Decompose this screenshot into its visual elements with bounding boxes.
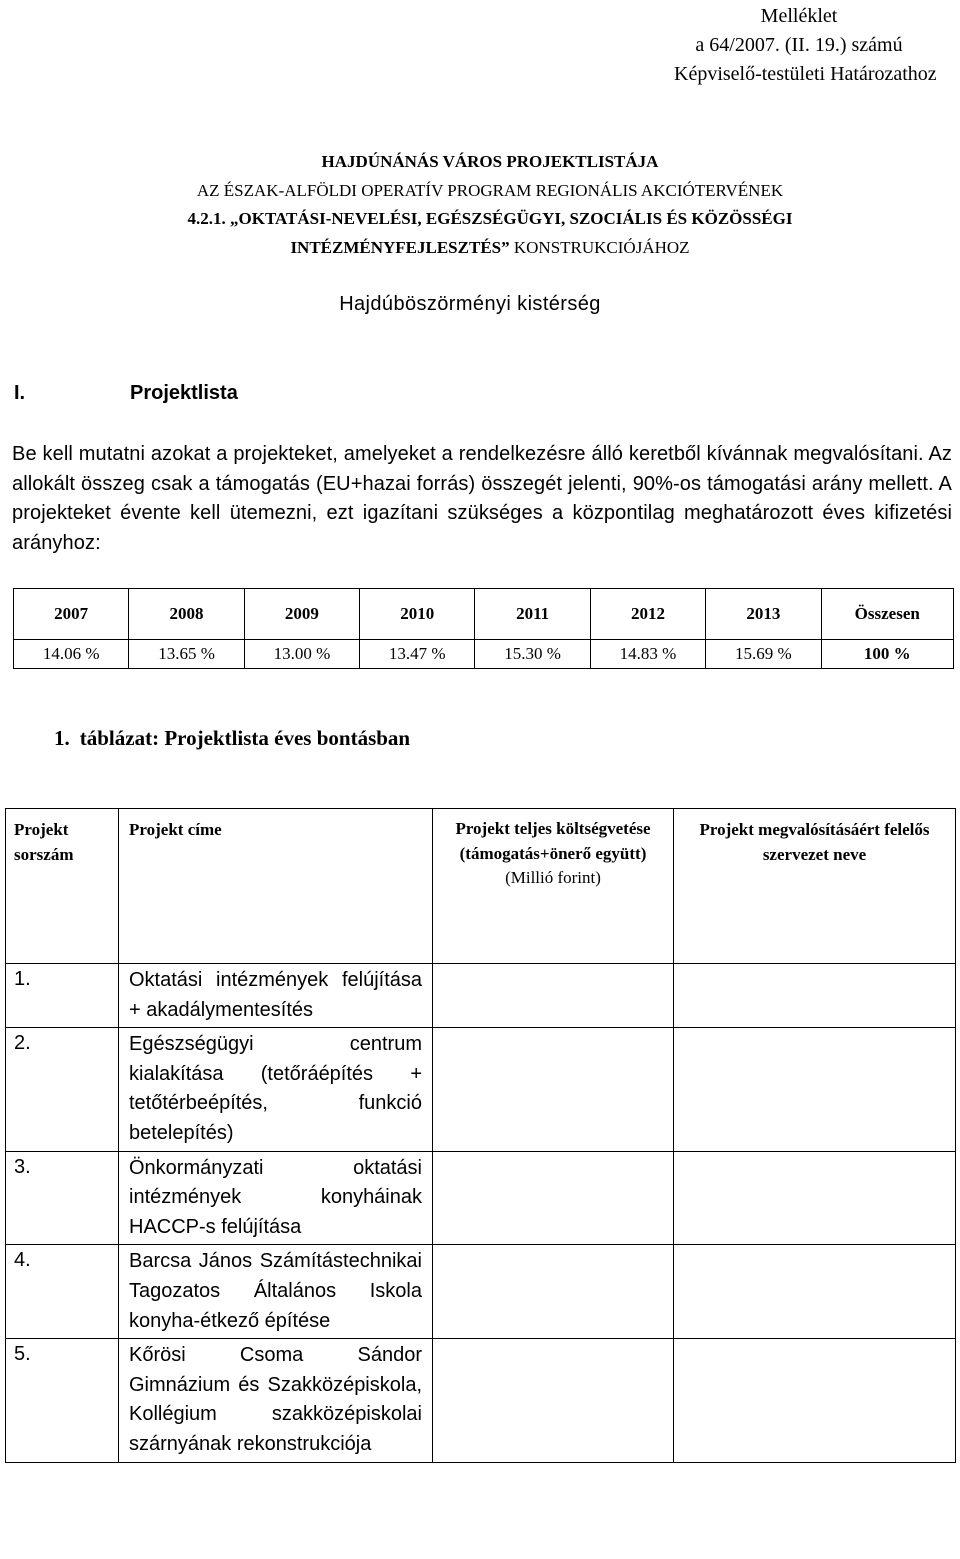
header-budget-label: Projekt teljes költségvetése (támogatás+önerő együtt) <box>455 819 651 863</box>
project-number: 2. <box>6 1028 119 1151</box>
project-budget <box>433 1339 674 1462</box>
project-number: 4. <box>6 1245 119 1339</box>
project-budget <box>433 1151 674 1245</box>
year-header: 2012 <box>590 589 705 640</box>
year-header: 2007 <box>14 589 129 640</box>
project-title: Egészségügyi centrum kialakítása (tetőráépítés + tetőtérbeépítés, funkció betelepítés) <box>119 1028 433 1151</box>
project-org <box>674 1028 956 1151</box>
year-rate: 14.83 % <box>590 640 705 669</box>
year-rate: 13.47 % <box>360 640 475 669</box>
table-caption <box>54 726 410 751</box>
header-project-title: Projekt címe <box>119 809 433 964</box>
annex-line-3: Képviselő-testületi Határozathoz <box>674 63 937 85</box>
project-budget <box>433 1028 674 1151</box>
table-row <box>6 1028 956 1151</box>
header-responsible-org: Projekt megvalósításáért felelős szervezet neve <box>674 809 956 964</box>
document-title <box>0 148 960 262</box>
annual-rate-table <box>13 588 954 669</box>
project-budget <box>433 1245 674 1339</box>
subregion-name: Hajdúböszörményi kistérség <box>339 293 601 315</box>
annex-line-1: Melléklet <box>760 5 838 27</box>
project-table-header <box>6 809 956 964</box>
annex-line-2: a 64/2007. (II. 19.) számú <box>695 34 903 56</box>
annual-rate-value-row <box>14 640 954 669</box>
annual-rate-header-row <box>14 589 954 640</box>
year-header: 2013 <box>706 589 821 640</box>
intro-paragraph: Be kell mutatni azokat a projekteket, amelyeket a rendelkezésre álló keretből kívánnak megvalósítani. Az allokált összeg csak a támogatás (EU+hazai forrás) összegét jelenti, 90%-os támogatási arány mellett. A projekteket évente kell ütemezni, ezt igazítani szükséges a központilag meghatározott éves kifizetési arányhoz: <box>12 443 952 554</box>
year-header: 2009 <box>244 589 359 640</box>
project-title: Barcsa János Számítástechnikai Tagozatos Általános Iskola konyha-étkező építése <box>119 1245 433 1339</box>
year-rate: 13.65 % <box>129 640 244 669</box>
project-table <box>5 808 956 1463</box>
section-heading <box>14 382 238 405</box>
table-row <box>6 1339 956 1462</box>
title-line-4-rest: KONSTRUKCIÓJÁHOZ <box>509 237 690 257</box>
header-project-number: Projekt sorszám <box>6 809 119 964</box>
caption-text: táblázat: Projektlista éves bontásban <box>79 726 411 750</box>
title-line-3: 4.2.1. „OKTATÁSI-NEVELÉSI, EGÉSZSÉGÜGYI, SZOCIÁLIS ÉS KÖZÖSSÉGI <box>187 209 793 228</box>
total-rate: 100 % <box>821 640 953 669</box>
section-title: Projektlista <box>130 382 238 404</box>
year-rate: 15.30 % <box>475 640 590 669</box>
project-budget <box>433 964 674 1028</box>
year-header: 2010 <box>360 589 475 640</box>
project-org <box>674 964 956 1028</box>
title-line-2: AZ ÉSZAK-ALFÖLDI OPERATÍV PROGRAM REGIONÁLIS AKCIÓTERVÉNEK <box>196 180 784 200</box>
project-number: 3. <box>6 1151 119 1245</box>
project-org <box>674 1339 956 1462</box>
header-project-budget <box>433 809 674 964</box>
annex-note <box>674 2 937 89</box>
table-row <box>6 964 956 1028</box>
table-row <box>6 1151 956 1245</box>
section-number: I. <box>14 382 26 404</box>
project-org <box>674 1245 956 1339</box>
project-number: 1. <box>6 964 119 1028</box>
title-line-4 <box>0 234 960 263</box>
title-line-1: HAJDÚNÁNÁS VÁROS PROJEKTLISTÁJA <box>321 152 659 171</box>
year-rate: 15.69 % <box>706 640 821 669</box>
year-header: 2011 <box>475 589 590 640</box>
header-budget-unit: (Millió forint) <box>505 868 601 887</box>
project-title: Önkormányzati oktatási intézmények konyháinak HACCP-s felújítása <box>119 1151 433 1245</box>
year-rate: 14.06 % <box>14 640 129 669</box>
year-rate: 13.00 % <box>244 640 359 669</box>
project-title: Kőrösi Csoma Sándor Gimnázium és Szakközépiskola, Kollégium szakközépiskolai szárnyának rekonstrukciója <box>119 1339 433 1462</box>
project-title: Oktatási intézmények felújítása + akadálymentesítés <box>119 964 433 1028</box>
year-header: 2008 <box>129 589 244 640</box>
caption-number: 1. <box>54 726 70 750</box>
total-header: Összesen <box>821 589 953 640</box>
project-number: 5. <box>6 1339 119 1462</box>
project-org <box>674 1151 956 1245</box>
title-line-4-bold: INTÉZMÉNYFEJLESZTÉS” <box>290 237 510 257</box>
table-row <box>6 1245 956 1339</box>
